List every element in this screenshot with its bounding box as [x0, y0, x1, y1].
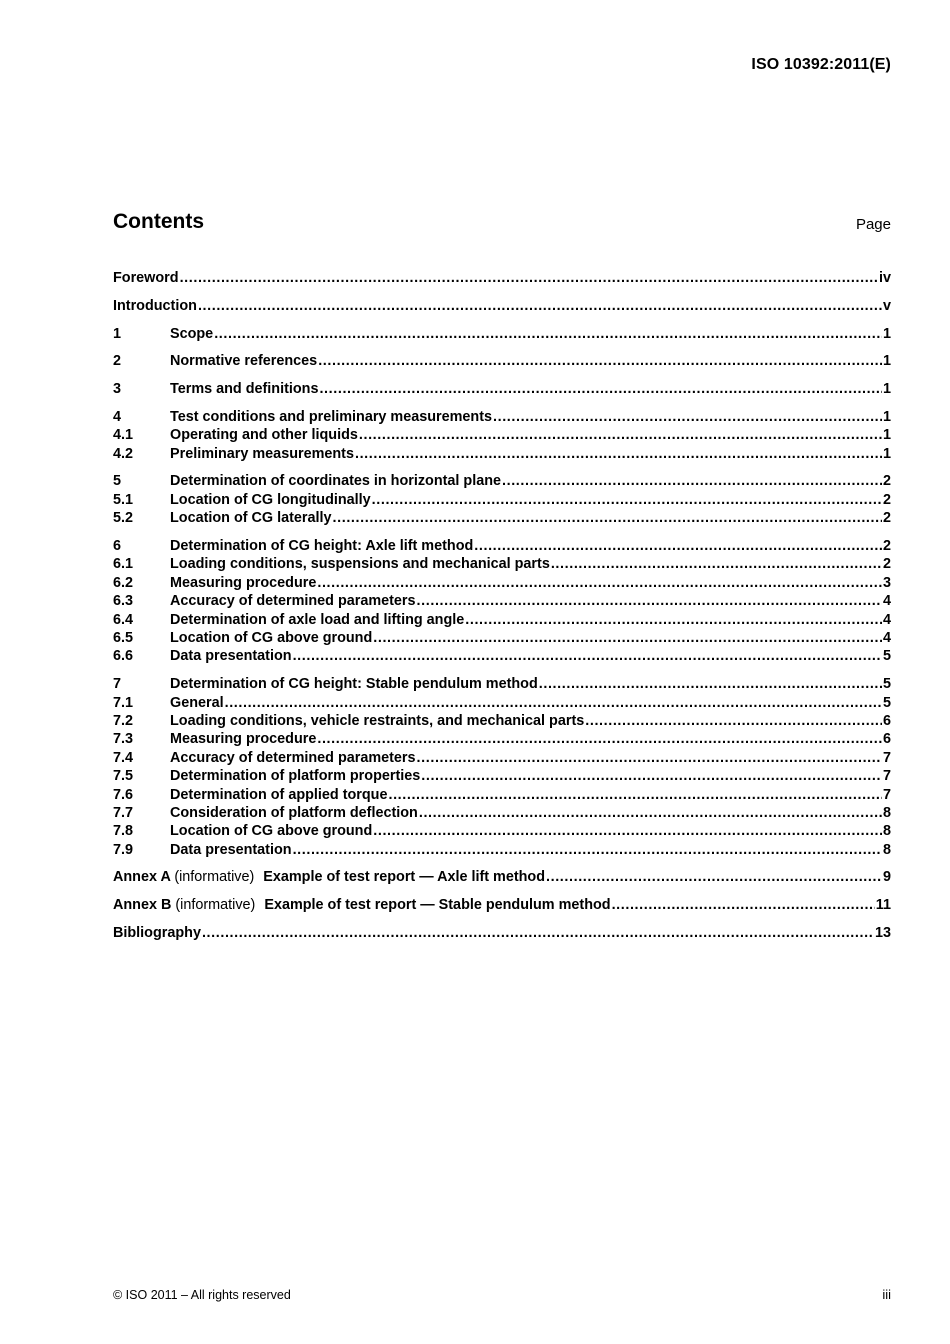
dot-leader	[539, 675, 882, 693]
dot-leader	[373, 629, 882, 647]
toc-entry-page: 2	[882, 510, 891, 527]
toc-entry[interactable]	[113, 592, 891, 610]
toc-entry-title: Accuracy of determined parameters	[170, 593, 416, 610]
toc-entry[interactable]	[113, 472, 891, 490]
toc-entry[interactable]	[113, 841, 891, 859]
dot-leader	[372, 491, 882, 509]
toc-entry-page: 2	[882, 538, 891, 555]
toc-entry-page: 1	[882, 381, 891, 398]
toc-entry[interactable]	[113, 786, 891, 804]
toc-entry-page: 7	[882, 786, 891, 803]
toc-entry-page: 13	[874, 925, 891, 942]
toc-entry-number: 5.1	[113, 491, 134, 508]
toc-entry-page: 1	[882, 353, 891, 370]
toc-entry-title: Scope	[170, 325, 214, 342]
toc-entry-title: Determination of platform properties	[170, 768, 421, 785]
toc-entry-page: 1	[882, 427, 891, 444]
toc-entry-page: 8	[882, 823, 891, 840]
toc-entry-title: Operating and other liquids	[170, 427, 358, 444]
toc-entry[interactable]	[113, 297, 891, 315]
annex-prefix	[113, 868, 263, 886]
toc-entry[interactable]	[113, 555, 891, 573]
dot-leader	[202, 924, 874, 942]
contents-heading: Contents	[113, 210, 204, 233]
toc-entry-number: 3	[113, 381, 122, 398]
toc-entry-title: Preliminary measurements	[170, 445, 354, 462]
toc-entry-title: Normative references	[170, 353, 318, 370]
annex-type: (informative)	[174, 869, 255, 886]
table-of-contents	[113, 269, 891, 942]
toc-entry[interactable]	[113, 491, 891, 509]
toc-entry[interactable]	[113, 822, 891, 840]
toc-entry-number: 6.4	[113, 611, 134, 628]
toc-entry-title: Foreword	[113, 270, 179, 286]
dot-leader	[373, 822, 882, 840]
toc-entry-page: 8	[882, 804, 891, 821]
toc-entry-title: Test conditions and preliminary measurements	[170, 408, 493, 425]
dot-leader	[225, 694, 882, 712]
toc-entry-title: Location of CG laterally	[170, 510, 332, 527]
dot-leader	[585, 712, 882, 730]
toc-entry-page: 1	[882, 408, 891, 425]
toc-entry[interactable]	[113, 445, 891, 463]
toc-entry-page: 9	[882, 869, 891, 886]
dot-leader	[355, 445, 882, 463]
toc-entry[interactable]	[113, 694, 891, 712]
toc-entry-page: 3	[882, 574, 891, 591]
annex-type: (informative)	[175, 897, 256, 914]
toc-entry-page: 5	[882, 648, 891, 665]
copyright-notice: © ISO 2011 – All rights reserved	[113, 1288, 291, 1302]
toc-entry-title: Loading conditions, suspensions and mechanical parts	[170, 556, 550, 573]
toc-entry-number: 1	[113, 325, 122, 342]
toc-entry-number: 7.4	[113, 749, 134, 766]
annex-prefix	[113, 896, 264, 914]
toc-entry-number: 6.2	[113, 574, 134, 591]
dot-leader	[318, 352, 882, 370]
toc-entry-number: 4	[113, 408, 122, 425]
toc-entry-page: 4	[882, 611, 891, 628]
dot-leader	[465, 611, 882, 629]
toc-entry-title: Determination of applied torque	[170, 786, 388, 803]
toc-entry[interactable]	[113, 675, 891, 693]
toc-entry-page: 4	[882, 629, 891, 646]
toc-entry-number: 7.5	[113, 768, 134, 785]
dot-leader	[333, 509, 882, 527]
toc-entry-title: Data presentation	[170, 841, 292, 858]
toc-entry-title: Measuring procedure	[170, 574, 317, 591]
dot-leader	[419, 804, 882, 822]
toc-entry-number: 7	[113, 676, 122, 693]
toc-entry-page: 8	[882, 841, 891, 858]
toc-entry-page: 7	[882, 749, 891, 766]
annex-label: Annex B	[113, 897, 172, 914]
toc-entry-page: 6	[882, 712, 891, 729]
toc-entry-title: General	[170, 694, 224, 711]
dot-leader	[319, 380, 882, 398]
toc-entry-title: Consideration of platform deflection	[170, 804, 418, 821]
toc-entry-title: Introduction	[113, 297, 197, 314]
toc-entry-title: Determination of CG height: Axle lift method	[170, 538, 474, 555]
dot-leader	[293, 841, 882, 859]
toc-entry-page: 7	[882, 768, 891, 785]
toc-entry[interactable]	[113, 749, 891, 767]
dot-leader	[317, 730, 882, 748]
toc-entry-number: 6.5	[113, 629, 134, 646]
toc-entry-title: Location of CG above ground	[170, 629, 373, 646]
toc-entry-page: 2	[882, 556, 891, 573]
toc-entry-page: iv	[878, 270, 891, 286]
toc-entry[interactable]	[113, 730, 891, 748]
toc-entry-page: 11	[875, 897, 891, 914]
toc-entry-number: 6.1	[113, 556, 134, 573]
toc-entry[interactable]	[113, 647, 891, 665]
toc-annex-entry[interactable]	[113, 896, 891, 914]
toc-entry[interactable]	[113, 426, 891, 444]
page-column-label: Page	[855, 216, 891, 233]
toc-entry-page: 1	[882, 445, 891, 462]
toc-entry-page: 6	[882, 731, 891, 748]
dot-leader	[546, 868, 882, 886]
dot-leader	[293, 647, 882, 665]
dot-leader	[551, 555, 882, 573]
toc-entry-page: 2	[882, 491, 891, 508]
dot-leader	[214, 325, 882, 343]
toc-entry-number: 6.3	[113, 593, 134, 610]
toc-entry[interactable]	[113, 611, 891, 629]
toc-entry[interactable]	[113, 574, 891, 592]
toc-entry-page: v	[882, 297, 891, 314]
toc-entry-title: Determination of axle load and lifting angle	[170, 611, 465, 628]
toc-entry[interactable]	[113, 712, 891, 730]
toc-entry[interactable]	[113, 804, 891, 822]
dot-leader	[502, 472, 882, 490]
toc-entry-title: Example of test report — Stable pendulum method	[264, 897, 611, 914]
dot-leader	[180, 269, 878, 287]
document-id: ISO 10392:2011(E)	[751, 56, 891, 73]
footer-page-number: iii	[882, 1287, 891, 1302]
dot-leader	[474, 537, 882, 555]
toc-entry-number: 7.1	[113, 694, 134, 711]
toc-entry-number: 7.2	[113, 712, 134, 729]
toc-entry[interactable]	[113, 352, 891, 370]
dot-leader	[388, 786, 882, 804]
toc-entry-number: 6.6	[113, 648, 134, 665]
dot-leader	[359, 426, 882, 444]
toc-entry[interactable]	[113, 509, 891, 527]
toc-entry-page: 5	[882, 676, 891, 693]
annex-label: Annex A	[113, 869, 171, 886]
toc-entry-title: Example of test report — Axle lift method	[263, 869, 546, 886]
toc-entry-page: 5	[882, 694, 891, 711]
toc-entry[interactable]	[113, 537, 891, 555]
toc-entry-title: Loading conditions, vehicle restraints, and mechanical parts	[170, 712, 585, 729]
dot-leader	[417, 749, 882, 767]
toc-entry-number: 7.9	[113, 841, 134, 858]
toc-entry-number: 4.1	[113, 427, 134, 444]
toc-entry-page: 4	[882, 593, 891, 610]
toc-entry[interactable]	[113, 767, 891, 785]
toc-entry-title: Terms and definitions	[170, 381, 319, 398]
toc-entry[interactable]	[113, 924, 891, 942]
toc-entry-number: 7.7	[113, 804, 134, 821]
dot-leader	[421, 767, 882, 785]
toc-entry-number: 5.2	[113, 510, 134, 527]
toc-entry[interactable]	[113, 408, 891, 426]
toc-entry-title: Determination of CG height: Stable pendulum method	[170, 676, 538, 693]
dot-leader	[417, 592, 882, 610]
toc-entry-page: 2	[882, 473, 891, 490]
toc-entry-title: Location of CG longitudinally	[170, 491, 371, 508]
toc-entry-title: Determination of coordinates in horizontal plane	[170, 473, 502, 490]
dot-leader	[317, 574, 882, 592]
toc-entry[interactable]	[113, 325, 891, 343]
toc-entry-title: Data presentation	[170, 648, 292, 665]
toc-entry-number: 2	[113, 353, 122, 370]
toc-entry-title: Bibliography	[113, 925, 201, 942]
toc-annex-entry[interactable]	[113, 868, 891, 886]
toc-entry-title: Accuracy of determined parameters	[170, 749, 416, 766]
toc-entry-number: 5	[113, 473, 122, 490]
toc-entry[interactable]	[113, 269, 891, 287]
dot-leader	[612, 896, 875, 914]
dot-leader	[198, 297, 882, 315]
toc-entry-title: Measuring procedure	[170, 731, 317, 748]
toc-entry-title: Location of CG above ground	[170, 823, 373, 840]
toc-entry-number: 7.6	[113, 786, 134, 803]
toc-entry-number: 6	[113, 538, 122, 555]
dot-leader	[493, 408, 882, 426]
toc-entry[interactable]	[113, 629, 891, 647]
toc-entry-number: 7.3	[113, 731, 134, 748]
toc-entry[interactable]	[113, 380, 891, 398]
toc-entry-number: 7.8	[113, 823, 134, 840]
toc-entry-number: 4.2	[113, 445, 134, 462]
toc-entry-page: 1	[882, 325, 891, 342]
